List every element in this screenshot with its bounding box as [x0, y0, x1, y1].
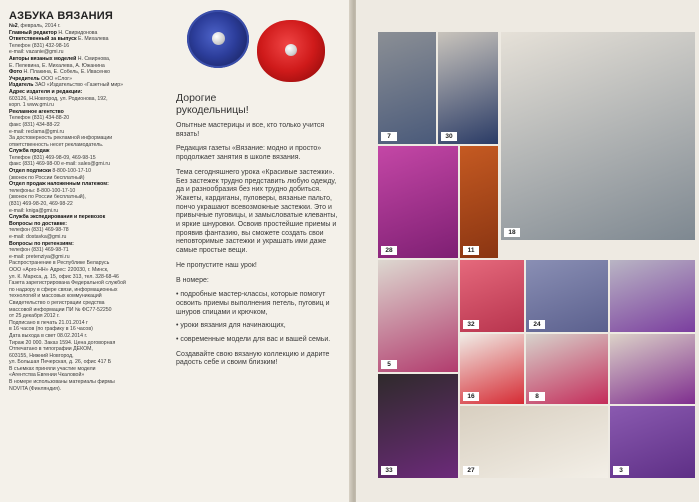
- imprint-text: Н. Плакина, Е. Собель, Е. Ивасенко: [22, 69, 111, 76]
- imprint-text: Распространение в Республике Беларусь: [9, 260, 110, 267]
- imprint-text: от 25 декабря 2012 г.: [9, 313, 60, 320]
- intro-paragraph: Создавайте свою вязаную коллекцию и дарите радость себе и своим близким!: [176, 350, 330, 367]
- imprint-text: массовой информации ПИ № ФС77-52250: [9, 306, 112, 313]
- imprint-text: Телефон (831) 432-98-16: [9, 42, 70, 49]
- photo-number: 8: [529, 392, 545, 401]
- magazine-title: АЗБУКА ВЯЗАНИЯ: [9, 10, 113, 22]
- imprint-line: [9, 221, 157, 228]
- imprint-line: [9, 135, 157, 142]
- imprint-line: [9, 287, 157, 294]
- imprint-label: Служба экспедирования и перевозок: [9, 214, 106, 221]
- photo-p8: [526, 334, 608, 404]
- imprint-label: Вопросы по претензиям:: [9, 240, 74, 247]
- imprint-line: [9, 115, 157, 122]
- imprint-line: [9, 333, 157, 340]
- imprint-line: [9, 201, 157, 208]
- imprint-text: , февраль, 2014 г.: [17, 23, 61, 29]
- contents-list: [176, 291, 341, 345]
- imprint-line: [9, 260, 157, 267]
- imprint-line: [9, 76, 157, 83]
- photo-number: 5: [381, 360, 397, 369]
- imprint-text: ООО «Арго-НН» Адрес: 220030, г. Минск,: [9, 266, 109, 273]
- imprint-line: [9, 63, 157, 70]
- photo-p33: [378, 374, 458, 478]
- imprint-text: За достоверность рекламной информации: [9, 135, 113, 142]
- photo-pcrochet2: [610, 334, 695, 404]
- imprint-line: [9, 175, 157, 182]
- imprint-line: [9, 56, 157, 63]
- imprint-text: e-mail: pretenziya@gmi.ru: [9, 253, 70, 260]
- imprint-line: [9, 280, 157, 287]
- imprint-text: В номере использованы материалы фирмы: [9, 379, 115, 386]
- photo-number: 18: [504, 228, 520, 237]
- imprint-line: [9, 386, 157, 393]
- photo-number: 30: [441, 132, 457, 141]
- imprint-line: [9, 36, 157, 43]
- imprint-text: «Агентства Евгении Чкаловой»: [9, 372, 85, 379]
- photo-number: 33: [381, 466, 397, 475]
- imprint-line: [9, 148, 157, 155]
- imprint-line: [9, 379, 157, 386]
- imprint-text: e-mail: kniga@gmi.ru: [9, 207, 59, 214]
- imprint-line: [9, 372, 157, 379]
- imprint-label: Вопросы по доставке:: [9, 220, 67, 227]
- imprint-line: [9, 234, 157, 241]
- photo-number: 24: [529, 320, 545, 329]
- list-item: • подробные мастер-классы, которые помогут освоить приемы выполнения петель, пуговиц и шнуров спицами и крючком,: [176, 291, 330, 316]
- imprint-text: факс (831) 469-98-00 e-mail: sales@gmi.ru: [9, 161, 110, 168]
- pearl-icon: [285, 44, 297, 56]
- imprint-line: [9, 122, 157, 129]
- photo-number: 27: [463, 466, 479, 475]
- intro-paragraph: Опытные мастерицы и все, кто только учится вязать!: [176, 122, 325, 138]
- imprint-label: Отдел подписки: [9, 168, 51, 175]
- imprint-text: Газета зарегистрирована Федеральной службой: [9, 280, 126, 287]
- imprint-label: Рекламное агентство: [9, 108, 64, 115]
- imprint-line: [9, 353, 157, 360]
- imprint-label: Издатель: [9, 82, 34, 89]
- imprint-text: Е. Пелевина, Е. Михалева, А. Южанина: [9, 62, 105, 69]
- photo-number: 3: [613, 466, 629, 475]
- imprint-line: [9, 89, 157, 96]
- imprint-line: [9, 208, 157, 215]
- imprint-line: [9, 326, 157, 333]
- imprint-label: Фото: [9, 69, 23, 76]
- imprint-line: [9, 320, 157, 327]
- right-page: [356, 0, 699, 502]
- imprint-line: [9, 293, 157, 300]
- photo-p32: [460, 260, 524, 332]
- imprint-line: [9, 307, 157, 314]
- imprint-text: 8-800-100-17-10: [50, 168, 92, 175]
- imprint-line: [9, 313, 157, 320]
- imprint-text: Свидетельство о регистрации средства: [9, 299, 105, 306]
- imprint-text: Н. Свиридонова: [56, 29, 98, 36]
- imprint-label: Учредитель: [9, 75, 40, 82]
- imprint-text: ООО «Слог»: [39, 75, 73, 82]
- pearl-icon: [212, 32, 225, 45]
- imprint-text: Телефон (831) 434-88-20: [9, 115, 70, 122]
- imprint-line: [9, 241, 157, 248]
- imprint-line: [9, 366, 157, 373]
- imprint-line: [9, 168, 157, 175]
- intro-paragraph: Тема сегодняшнего урока «Красивые застежки». Без застежек трудно представить любую одежду, да и разнообразия без них трудно добиться. Жакеты, кардиганы, пуловеры, вязаные пальто, пончо украшают всевозможные застежки. Это и привычные пуговицы, и замысловатые клеванты, и яркие шнуровки. Освоив простейшие приемы и проявив фантазию, вы сможете создать свои неповторимые застежки и украшать ими даже самые простые вещи.: [176, 168, 338, 255]
- photo-p5: [378, 260, 458, 372]
- imprint-text: телефон (831) 469-98-71: [9, 247, 69, 254]
- imprint-line: [9, 49, 157, 56]
- intro-heading: Дорогие рукодельницы!: [176, 92, 249, 116]
- photo-number: 7: [381, 132, 397, 141]
- imprint-text: факс (831) 434-88-22: [9, 121, 60, 128]
- photo-number: 11: [463, 246, 479, 255]
- imprint-label: Отдел продаж наложенным платежом:: [9, 181, 109, 188]
- photo-pcrochet1: [610, 260, 695, 332]
- imprint-line: [9, 129, 157, 136]
- imprint-text: ответственность несет рекламодатель.: [9, 141, 104, 148]
- imprint-label: №2: [9, 23, 18, 29]
- photo-p16: [460, 334, 524, 404]
- imprint-line: [9, 346, 157, 353]
- imprint-text: Е. Михалева: [76, 36, 109, 43]
- imprint-line: [9, 109, 157, 116]
- photo-p7: [378, 32, 436, 144]
- red-knitted-button: [257, 20, 325, 82]
- imprint-text: телефоны: 8-800-100-17-10: [9, 187, 76, 194]
- photo-p27: [460, 406, 608, 478]
- blue-knitted-button: [187, 10, 249, 68]
- imprint-text: ЗАО «Издательство «Газетный мир»: [33, 82, 124, 89]
- imprint-line: [9, 227, 157, 234]
- imprint-label: Ответственный за выпуск: [9, 36, 77, 43]
- photo-number: 28: [381, 246, 397, 255]
- imprint-text: NOVITA (Финляндия).: [9, 385, 62, 392]
- list-item: • уроки вязания для начинающих,: [176, 322, 286, 330]
- imprint-line: [9, 359, 157, 366]
- imprint-text: (звонок по России бесплатный),: [9, 194, 86, 201]
- imprint-line: [9, 96, 157, 103]
- imprint-text: ул. К. Маркса, д. 15, офис 313, тел. 328-68-46: [9, 273, 119, 280]
- imprint-text: e-mail: vazanie@gmi.ru: [9, 49, 64, 56]
- imprint-line: [9, 69, 157, 76]
- imprint-label: Адрес издателя и редакции:: [9, 88, 83, 95]
- imprint-text: телефон (831) 469-98-78: [9, 227, 69, 234]
- imprint-line: [9, 30, 157, 37]
- imprint-label: Авторы вязаных моделей: [9, 55, 77, 62]
- photo-p30: [438, 32, 498, 144]
- imprint-text: (звонок по России бесплатный): [9, 174, 85, 181]
- imprint-text: Дата выхода в свет 08.02.2014 г.: [9, 332, 88, 339]
- imprint-text: В съемках приняли участие модели: [9, 365, 96, 372]
- imprint-line: [9, 254, 157, 261]
- imprint-line: [9, 340, 157, 347]
- buttons-photo: [175, 4, 340, 84]
- imprint-text: корп. 1 www.gmi.ru: [9, 102, 54, 109]
- imprint-text: e-mail: reclama@gmi.ru: [9, 128, 65, 135]
- intro-paragraph: Не пропустите наш урок!: [176, 261, 257, 269]
- photo-p3: [610, 406, 695, 478]
- imprint-line: [9, 155, 157, 162]
- imprint-line: [9, 142, 157, 149]
- imprint-label: Главный редактор: [9, 29, 57, 36]
- imprint-line: [9, 181, 157, 188]
- imprint-line: [9, 267, 157, 274]
- imprint-text: Отпечатано в типографии ДЕКОМ,: [9, 346, 93, 353]
- imprint-text: ул. Большая Печерская, д. 26, офис 417 Б: [9, 359, 112, 366]
- intro-paragraph: В номере:: [176, 276, 209, 284]
- photo-p28: [378, 146, 458, 258]
- imprint-text: технологий и массовых коммуникаций: [9, 293, 102, 300]
- photo-p18: [501, 32, 695, 240]
- imprint-text: Подписано в печать 21.01.2014 г: [9, 319, 88, 326]
- imprint-line: [9, 161, 157, 168]
- imprint-line: [9, 194, 157, 201]
- imprint-line: [9, 82, 157, 89]
- imprint-line: [9, 102, 157, 109]
- imprint-text: в 16 часов (по графику в 16 часов): [9, 326, 93, 333]
- intro-column: [176, 92, 341, 374]
- imprint-text: Н. Смирнова,: [76, 55, 111, 62]
- imprint-text: e-mail: dostavka@gmi.ru: [9, 234, 67, 240]
- imprint-text: 603126, Н.Новгород, ул. Родионова, 192,: [9, 95, 108, 102]
- imprint-text: Телефон (831) 469-98-09, 469-98-15: [9, 154, 96, 161]
- photo-p11: [460, 146, 498, 258]
- imprint-label: Служба продаж: [9, 148, 50, 155]
- intro-paragraph: Редакция газеты «Вязание: модно и просто» продолжает занятия в школе вязания.: [176, 145, 322, 162]
- imprint-text: 603155, Нижний Новгород,: [9, 352, 74, 359]
- imprint-line: [9, 188, 157, 195]
- imprint-line: [9, 274, 157, 281]
- imprint-lines: [9, 23, 157, 392]
- imprint-text: (831) 469-98-20, 469-98-22: [9, 201, 73, 208]
- imprint-line: [9, 23, 157, 30]
- imprint-text: по надзору в сфере связи, информационных: [9, 286, 118, 293]
- imprint-column: [9, 10, 157, 392]
- imprint-line: [9, 43, 157, 50]
- imprint-line: [9, 247, 157, 254]
- photo-number: 32: [463, 320, 479, 329]
- list-item: • современные модели для вас и вашей семьи.: [176, 336, 331, 344]
- photo-p24: [526, 260, 608, 332]
- imprint-text: Тираж 20 000. Заказ 1594. Цена договорная: [9, 339, 116, 346]
- imprint-line: [9, 300, 157, 307]
- imprint-line: [9, 214, 157, 221]
- photo-number: 16: [463, 392, 479, 401]
